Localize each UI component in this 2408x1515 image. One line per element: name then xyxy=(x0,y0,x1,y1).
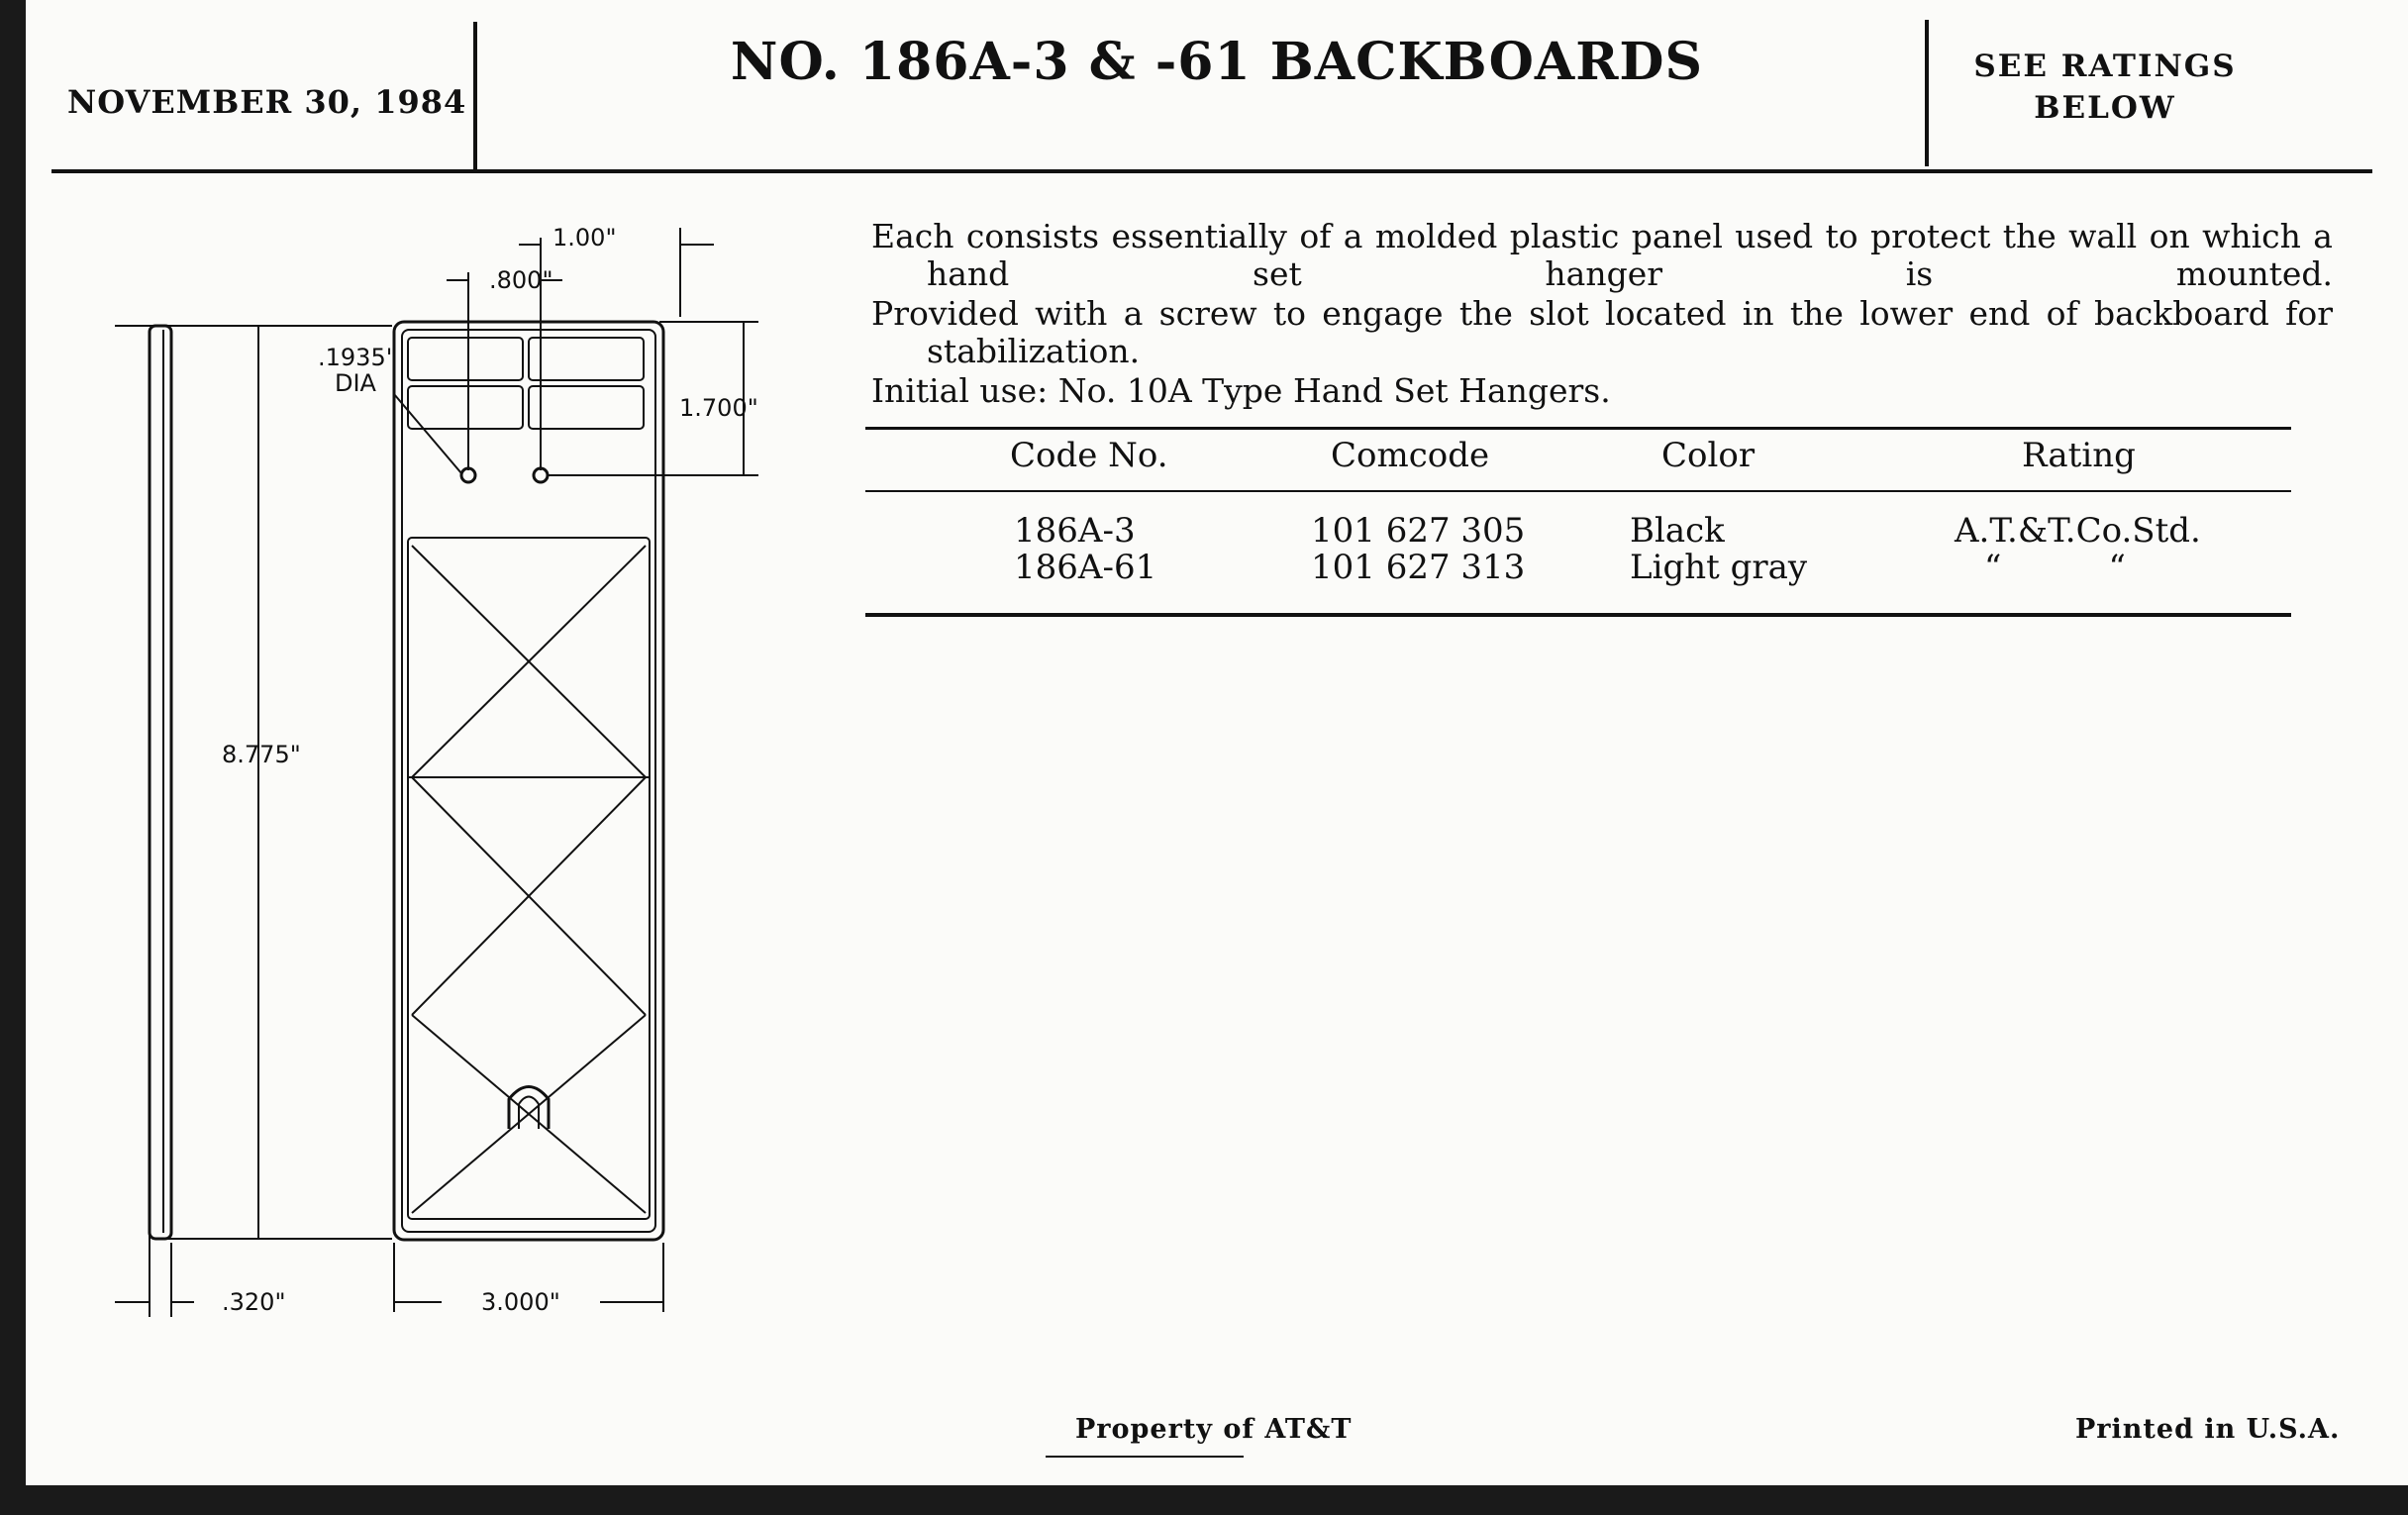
row1-rating: A.T.&T.Co.Std. xyxy=(1955,511,2201,551)
dim-hole-diameter-label: DIA xyxy=(335,369,376,397)
dim-hole-height: 1.700" xyxy=(679,394,758,422)
col-header-code: Code No. xyxy=(1010,436,1168,475)
col-header-rating: Rating xyxy=(2022,436,2136,475)
description-para-3: Initial use: No. 10A Type Hand Set Hangers. xyxy=(871,371,1611,410)
data-sheet xyxy=(26,0,2408,1485)
ratings-note xyxy=(1956,46,2254,129)
table-row xyxy=(865,548,2291,587)
row1-code: 186A-3 xyxy=(1014,511,1136,551)
row2-rating: “ “ xyxy=(1984,548,2126,587)
property-notice: Property of AT&T xyxy=(1075,1414,1353,1445)
header-divider-right xyxy=(1925,20,1929,166)
description-para-1: Each consists essentially of a molded plastic panel used to protect the wall on which a hand set hanger is mounted. xyxy=(871,217,2333,293)
ratings-line-2: BELOW xyxy=(2034,90,2176,126)
col-header-comcode: Comcode xyxy=(1331,436,1490,475)
backboard-drawing xyxy=(105,213,818,1316)
dim-hole-diameter: .1935" xyxy=(318,344,397,371)
table-top-rule xyxy=(865,427,2291,430)
row2-code: 186A-61 xyxy=(1014,548,1157,587)
header-rule xyxy=(51,169,2372,173)
dim-overall-width: 3.000" xyxy=(481,1288,560,1316)
dim-overall-height: 8.775" xyxy=(222,741,301,768)
row2-color: Light gray xyxy=(1630,548,1808,587)
side-profile-view xyxy=(150,326,171,1239)
ratings-line-1: SEE RATINGS xyxy=(1973,49,2237,84)
description xyxy=(871,218,2333,412)
row1-color: Black xyxy=(1630,511,1725,551)
dim-thickness: .320" xyxy=(222,1288,286,1316)
printed-in: Printed in U.S.A. xyxy=(2075,1414,2341,1445)
table-header xyxy=(865,436,2291,485)
table-bottom-rule xyxy=(865,613,2291,617)
row2-comcode: 101 627 313 xyxy=(1311,548,1526,587)
row1-comcode: 101 627 305 xyxy=(1311,511,1526,551)
property-underline xyxy=(1046,1456,1244,1458)
table-row xyxy=(865,511,2291,551)
col-header-color: Color xyxy=(1661,436,1756,475)
table-header-rule xyxy=(865,490,2291,492)
dim-hole-spacing: .800" xyxy=(489,266,553,294)
dim-top-width: 1.00" xyxy=(552,224,617,252)
issue-date: NOVEMBER 30, 1984 xyxy=(67,83,467,121)
page-title: NO. 186A-3 & -61 BACKBOARDS xyxy=(730,32,1704,92)
front-panel-view xyxy=(394,322,663,1240)
description-para-2: Provided with a screw to engage the slot located in the lower end of backboard for stabilization. xyxy=(871,294,2333,370)
